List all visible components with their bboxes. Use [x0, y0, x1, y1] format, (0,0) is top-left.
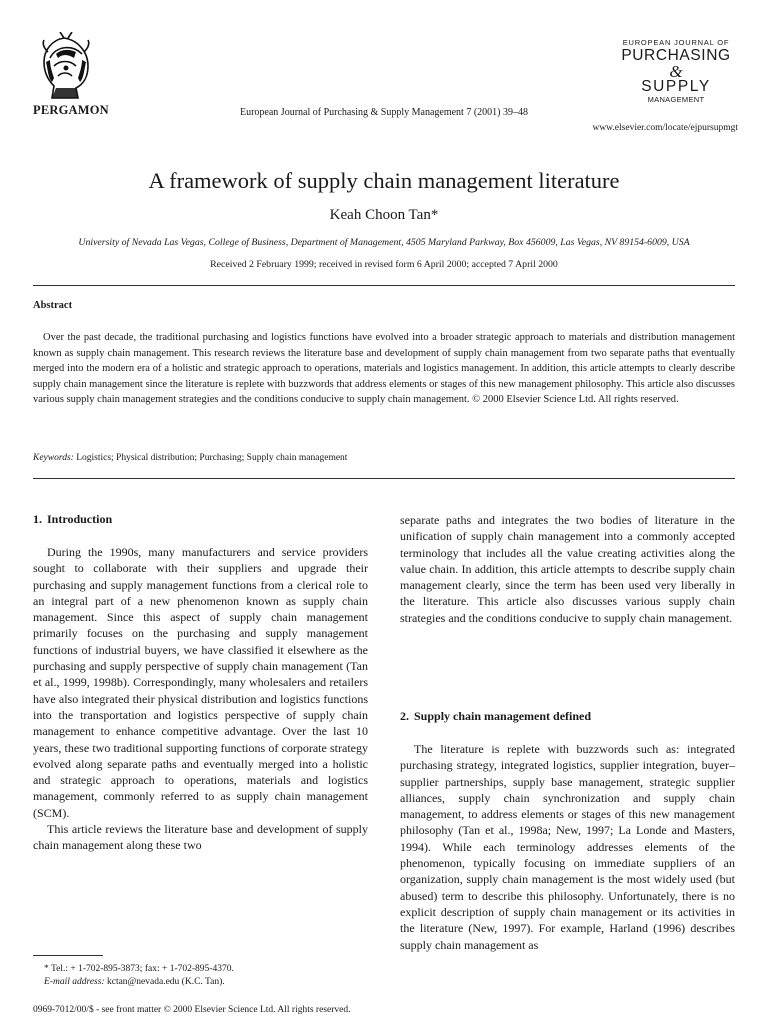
journal-citation: European Journal of Purchasing & Supply Management 7 (2001) 39–48 — [239, 107, 528, 118]
right-column-continuation — [400, 512, 735, 626]
keywords — [33, 453, 347, 463]
article-title: A framework of supply chain management literature — [148, 168, 620, 193]
divider — [33, 478, 735, 479]
author-name: Keah Choon Tan* — [329, 207, 439, 223]
email-label: E-mail address: — [44, 977, 105, 987]
footnote — [44, 963, 234, 989]
section-heading-introduction — [33, 512, 112, 527]
section-number: 1. — [33, 512, 42, 526]
journal-logo-line: PURCHASING — [621, 47, 731, 64]
keywords-list: Logistics; Physical distribution; Purchasing; Supply chain management — [76, 453, 348, 463]
divider — [33, 285, 735, 286]
publisher-logo — [34, 32, 98, 104]
abstract-heading: Abstract — [33, 300, 73, 311]
footnote-divider — [33, 955, 103, 956]
section-title: Introduction — [47, 512, 113, 526]
footnote-email-line — [44, 976, 234, 989]
author-affiliation: University of Nevada Las Vegas, College of Business, Department of Management, 4505 Maryland Parkway, Box 456009, Las Vegas, NV 89154-6009, USA — [78, 237, 690, 248]
athena-head-icon — [34, 32, 98, 104]
journal-logo — [612, 38, 740, 104]
received-dates: Received 2 February 1999; received in revised form 6 April 2000; accepted 7 April 2000 — [210, 259, 558, 270]
abstract-body: Over the past decade, the traditional purchasing and logistics functions have evolved into a broader strategic approach to materials and distribution management known as supply chain management. This research reviews the literature base and development of supply chain management from two separate paths that eventually merged into the modern era of a holistic and strategic approach to operations, materials and logistics management. In addition, this article attempts to clearly describe supply chain management since the literature is replete with buzzwords that address elements or stages of this new management philosophy. This article also discusses various supply chain management strategies and the conditions conducive to supply chain management. © 2000 Elsevier Science Ltd. All rights reserved. — [33, 332, 735, 405]
section-heading-scm-defined — [400, 709, 591, 724]
section-title: Supply chain management defined — [414, 709, 592, 723]
keywords-label: Keywords: — [33, 453, 74, 463]
paragraph: This article reviews the literature base and development of supply chain management along these two — [33, 822, 368, 853]
journal-logo-line: SUPPLY — [641, 78, 711, 95]
paragraph: The literature is replete with buzzwords such as: integrated purchasing strategy, integrated logistics, supplier integration, buyer–supplier partnerships, supply base management, strategic supplier alliances, supply chain synchronization and supply chain management, to address elements or stages of this new management philosophy (Tan et al., 1998a; New, 1997; La Londe and Masters, 1994). While each terminology addresses elements of the phenomenon, typically focusing on immediate suppliers of an organization, supply chain management is the most widely used (but abused) term to describe this philosophy. Unfortunately, there is no explicit description of supply chain management or its activities in the literature (New, 1997). For example, Harland (1996) describes supply chain management as — [400, 742, 735, 952]
right-column — [400, 741, 735, 953]
left-column — [33, 544, 368, 854]
email-address[interactable]: kctan@nevada.edu (K.C. Tan). — [106, 977, 225, 987]
copyright-footer: 0969-7012/00/$ - see front matter © 2000 Elsevier Science Ltd. All rights reserved. — [33, 1005, 351, 1015]
journal-logo-line: & — [669, 62, 683, 81]
journal-url[interactable]: www.elsevier.com/locate/ejpursupmgt — [592, 123, 738, 133]
journal-logo-line: EUROPEAN JOURNAL OF — [622, 38, 730, 47]
paragraph: During the 1990s, many manufacturers and service providers sought to collaborate with their suppliers and upgrade their purchasing and supply management functions from a clerical role to an integral part of a new phenomenon known as supply chain management. Since this aspect of supply chain management primarily focuses on the purchasing and supply management functions of industrial buyers, we have classified it elsewhere as the purchasing and supply perspective of supply chain management (Tan et al., 1999, 1998b). Correspondingly, many wholesalers and retailers have also integrated their physical distribution and logistics functions into the transportation and logistics perspective of supply chain management to enhance competitive advantage. Over the last 10 years, these two traditional supporting functions of corporate strategy evolved along separate paths and eventually merged into a holistic and strategic approach to operations, materials and logistics management, commonly referred to as supply chain management (SCM). — [33, 545, 368, 820]
publisher-name: PERGAMON — [33, 103, 109, 117]
paragraph: separate paths and integrates the two bodies of literature in the unification of supply chain management into a commonly accepted terminology that includes all the value creating activities along the value chain. In addition, this article attempts to describe supply chain management clearly, since the term has been used very liberally in the literature. This article also discusses various supply chain strategies and the conditions conducive to supply chain management. — [400, 513, 735, 625]
footnote-contact: * Tel.: + 1-702-895-3873; fax: + 1-702-895-4370. — [44, 964, 234, 974]
section-number: 2. — [400, 709, 409, 723]
journal-logo-line: MANAGEMENT — [647, 95, 705, 104]
